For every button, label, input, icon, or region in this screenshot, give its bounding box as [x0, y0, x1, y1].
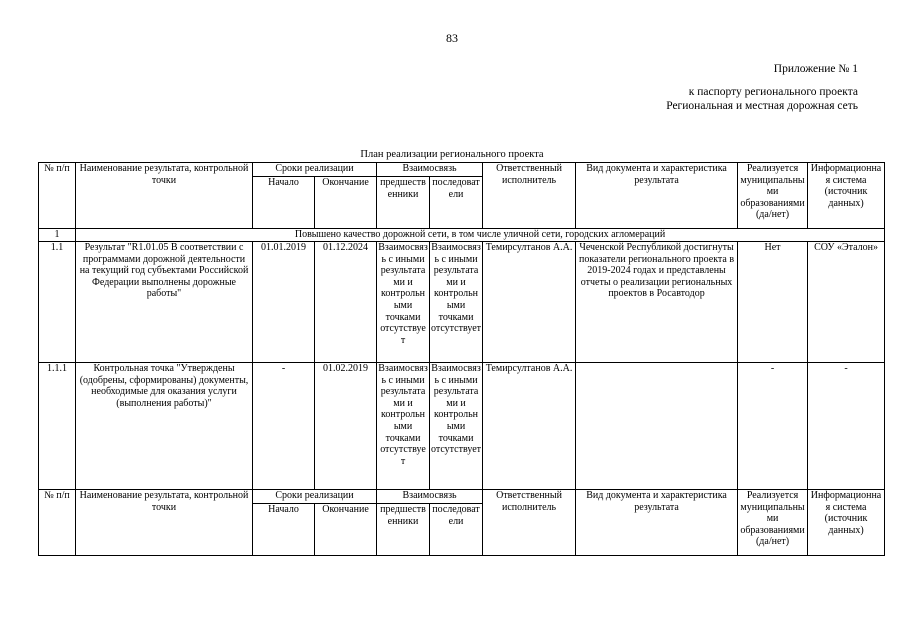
- header-doc: Вид документа и характеристика результата: [576, 490, 738, 556]
- table-row: [39, 242, 885, 363]
- row-name: Результат "R1.01.05 В соответствии с программами дорожной деятельности на текущий год субъектами Российской Федерации выполнены дорожные работы": [76, 242, 253, 363]
- header-start: Начало: [253, 177, 315, 229]
- appendix-title: Приложение № 1: [773, 63, 858, 75]
- header-terms: Сроки реализации: [253, 490, 377, 504]
- header-row-1: [39, 163, 885, 177]
- row-end: 01.02.2019: [315, 363, 377, 490]
- row-predecessors: Взаимосвязь с иными результатами и контрольными точками отсутствует: [377, 363, 430, 490]
- appendix-line-2: Региональная и местная дорожная сеть: [666, 100, 858, 112]
- repeat-header-row-1: [39, 490, 885, 504]
- header-name: Наименование результата, контрольной точки: [76, 163, 253, 229]
- header-municipal: Реализуется муниципальными образованиями (да/нет): [738, 163, 808, 229]
- header-name: Наименование результата, контрольной точки: [76, 490, 253, 556]
- row-municipal: -: [738, 363, 808, 490]
- plan-table: [38, 162, 885, 556]
- header-successors: последователи: [430, 177, 483, 229]
- row-info: -: [808, 363, 885, 490]
- row-predecessors: Взаимосвязь с иными результатами и контрольными точками отсутствует: [377, 242, 430, 363]
- row-doc: [576, 363, 738, 490]
- header-info: Информационная система (источник данных): [808, 490, 885, 556]
- header-num: № п/п: [39, 163, 76, 229]
- header-responsible: Ответственный исполнитель: [483, 163, 576, 229]
- table-row: [39, 363, 885, 490]
- header-doc: Вид документа и характеристика результата: [576, 163, 738, 229]
- section-text: Повышено качество дорожной сети, в том числе уличной сети, городских агломераций: [76, 229, 885, 242]
- header-relation: Взаимосвязь: [377, 490, 483, 504]
- header-end: Окончание: [315, 504, 377, 556]
- header-predecessors: предшественники: [377, 504, 430, 556]
- header-responsible: Ответственный исполнитель: [483, 490, 576, 556]
- row-responsible: Темирсултанов А.А.: [483, 363, 576, 490]
- section-row: [39, 229, 885, 242]
- header-relation: Взаимосвязь: [377, 163, 483, 177]
- row-municipal: Нет: [738, 242, 808, 363]
- row-successors: Взаимосвязь с иными результатами и контрольными точками отсутствует: [430, 242, 483, 363]
- header-num: № п/п: [39, 490, 76, 556]
- row-end: 01.12.2024: [315, 242, 377, 363]
- row-num: 1.1: [39, 242, 76, 363]
- row-doc: Чеченской Республикой достигнуты показатели регионального проекта в 2019-2024 годах и представлены отчеты о реализации региональных проектов в Росавтодор: [576, 242, 738, 363]
- appendix-line-1: к паспорту регионального проекта: [688, 86, 858, 98]
- header-info: Информационная система (источник данных): [808, 163, 885, 229]
- header-start: Начало: [253, 504, 315, 556]
- page-number: 83: [446, 31, 458, 45]
- row-start: 01.01.2019: [253, 242, 315, 363]
- row-start: -: [253, 363, 315, 490]
- row-info: СОУ «Эталон»: [808, 242, 885, 363]
- header-municipal: Реализуется муниципальными образованиями (да/нет): [738, 490, 808, 556]
- row-name: Контрольная точка "Утверждены (одобрены, сформированы) документы, необходимые для оказания услуги (выполнения работы)": [76, 363, 253, 490]
- header-successors: последователи: [430, 504, 483, 556]
- header-end: Окончание: [315, 177, 377, 229]
- header-terms: Сроки реализации: [253, 163, 377, 177]
- section-num: 1: [39, 229, 76, 242]
- header-predecessors: предшественники: [377, 177, 430, 229]
- row-responsible: Темирсултанов А.А.: [483, 242, 576, 363]
- appendix-block: [666, 62, 858, 113]
- row-successors: Взаимосвязь с иными результатами и контрольными точками отсутствует: [430, 363, 483, 490]
- row-num: 1.1.1: [39, 363, 76, 490]
- plan-title: План реализации регионального проекта: [360, 149, 544, 160]
